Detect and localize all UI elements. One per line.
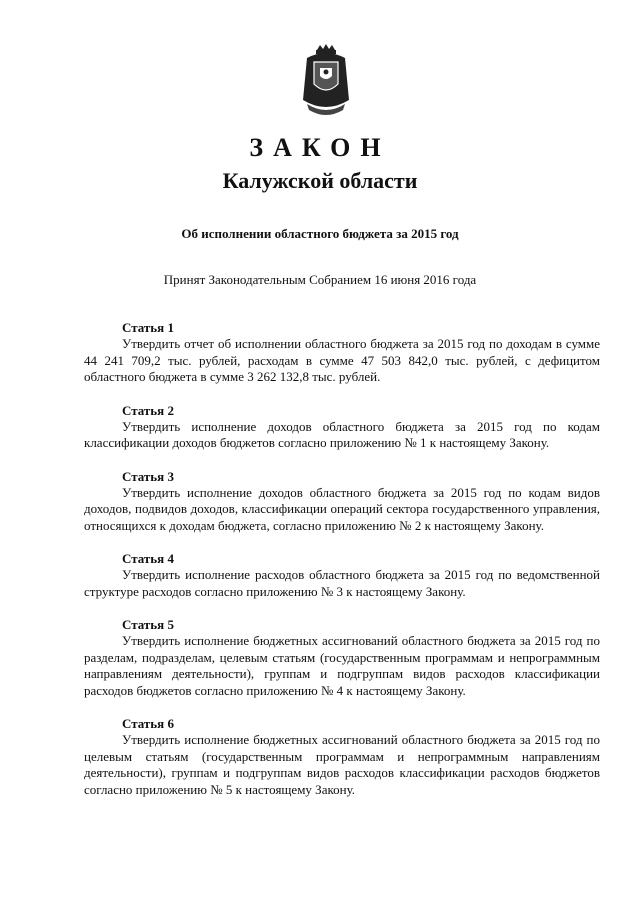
article-text: Утвердить исполнение доходов областного бюджета за 2015 год по кодам классификации доходов бюджетов согласно приложению № 1 к настоящему Закону. (84, 418, 600, 450)
document-subtitle: Калужской области (222, 168, 418, 193)
article-text: Утвердить отчет об исполнении областного бюджета за 2015 год по доходам в сумме 44 241 709,2 тыс. рублей, расходам в сумме 47 503 842,0 тыс. рублей, с дефицитом областного бюджета в сумме 3 262 132,8 тыс. рублей. (84, 336, 600, 384)
articles-list (84, 320, 600, 815)
article-heading: Статья 5 (122, 617, 174, 632)
article-3 (84, 469, 600, 535)
article-6 (84, 716, 600, 798)
article-heading: Статья 2 (122, 402, 174, 418)
article-1 (84, 320, 600, 386)
article-5 (84, 617, 600, 699)
article-heading: Статья 4 (122, 551, 174, 566)
article-heading: Статья 1 (122, 320, 174, 335)
article-text: Утвердить исполнение бюджетных ассигнований областного бюджета за 2015 год по целевым статьям (государственным программам и непрограммным направлениям деятельности), группам и подгруппам видов расходов классификации расходов бюджетов согласно приложению № 5 к настоящему Закону. (84, 732, 600, 797)
article-text: Утвердить исполнение бюджетных ассигнований областного бюджета за 2015 год по разделам, подразделам, целевым статьям (государственным программам и непрограммным направлениям деятельности), группам и подгруппам видов расходов классификации расходов бюджетов согласно приложению № 4 к настоящему Закону. (84, 633, 600, 698)
article-text: Утвердить исполнение доходов областного бюджета за 2015 год по кодам видов доходов, подвидов доходов, классификации операций сектора государственного управления, относящихся к доходам бюджета, согласно приложению № 2 к настоящему Закону. (84, 484, 600, 533)
law-name: Об исполнении областного бюджета за 2015 год (181, 226, 459, 241)
article-text: Утвердить исполнение расходов областного бюджета за 2015 год по ведомственной структуре расходов согласно приложению № 3 к настоящему Закону. (84, 567, 600, 599)
coat-of-arms-icon (297, 44, 355, 120)
document-title: ЗАКОН (249, 133, 391, 162)
article-2 (84, 403, 600, 452)
adoption-note: Принят Законодательным Собранием 16 июня 2016 года (163, 272, 477, 287)
article-heading: Статья 3 (122, 468, 174, 484)
article-4 (84, 551, 600, 600)
article-heading: Статья 6 (122, 716, 174, 731)
